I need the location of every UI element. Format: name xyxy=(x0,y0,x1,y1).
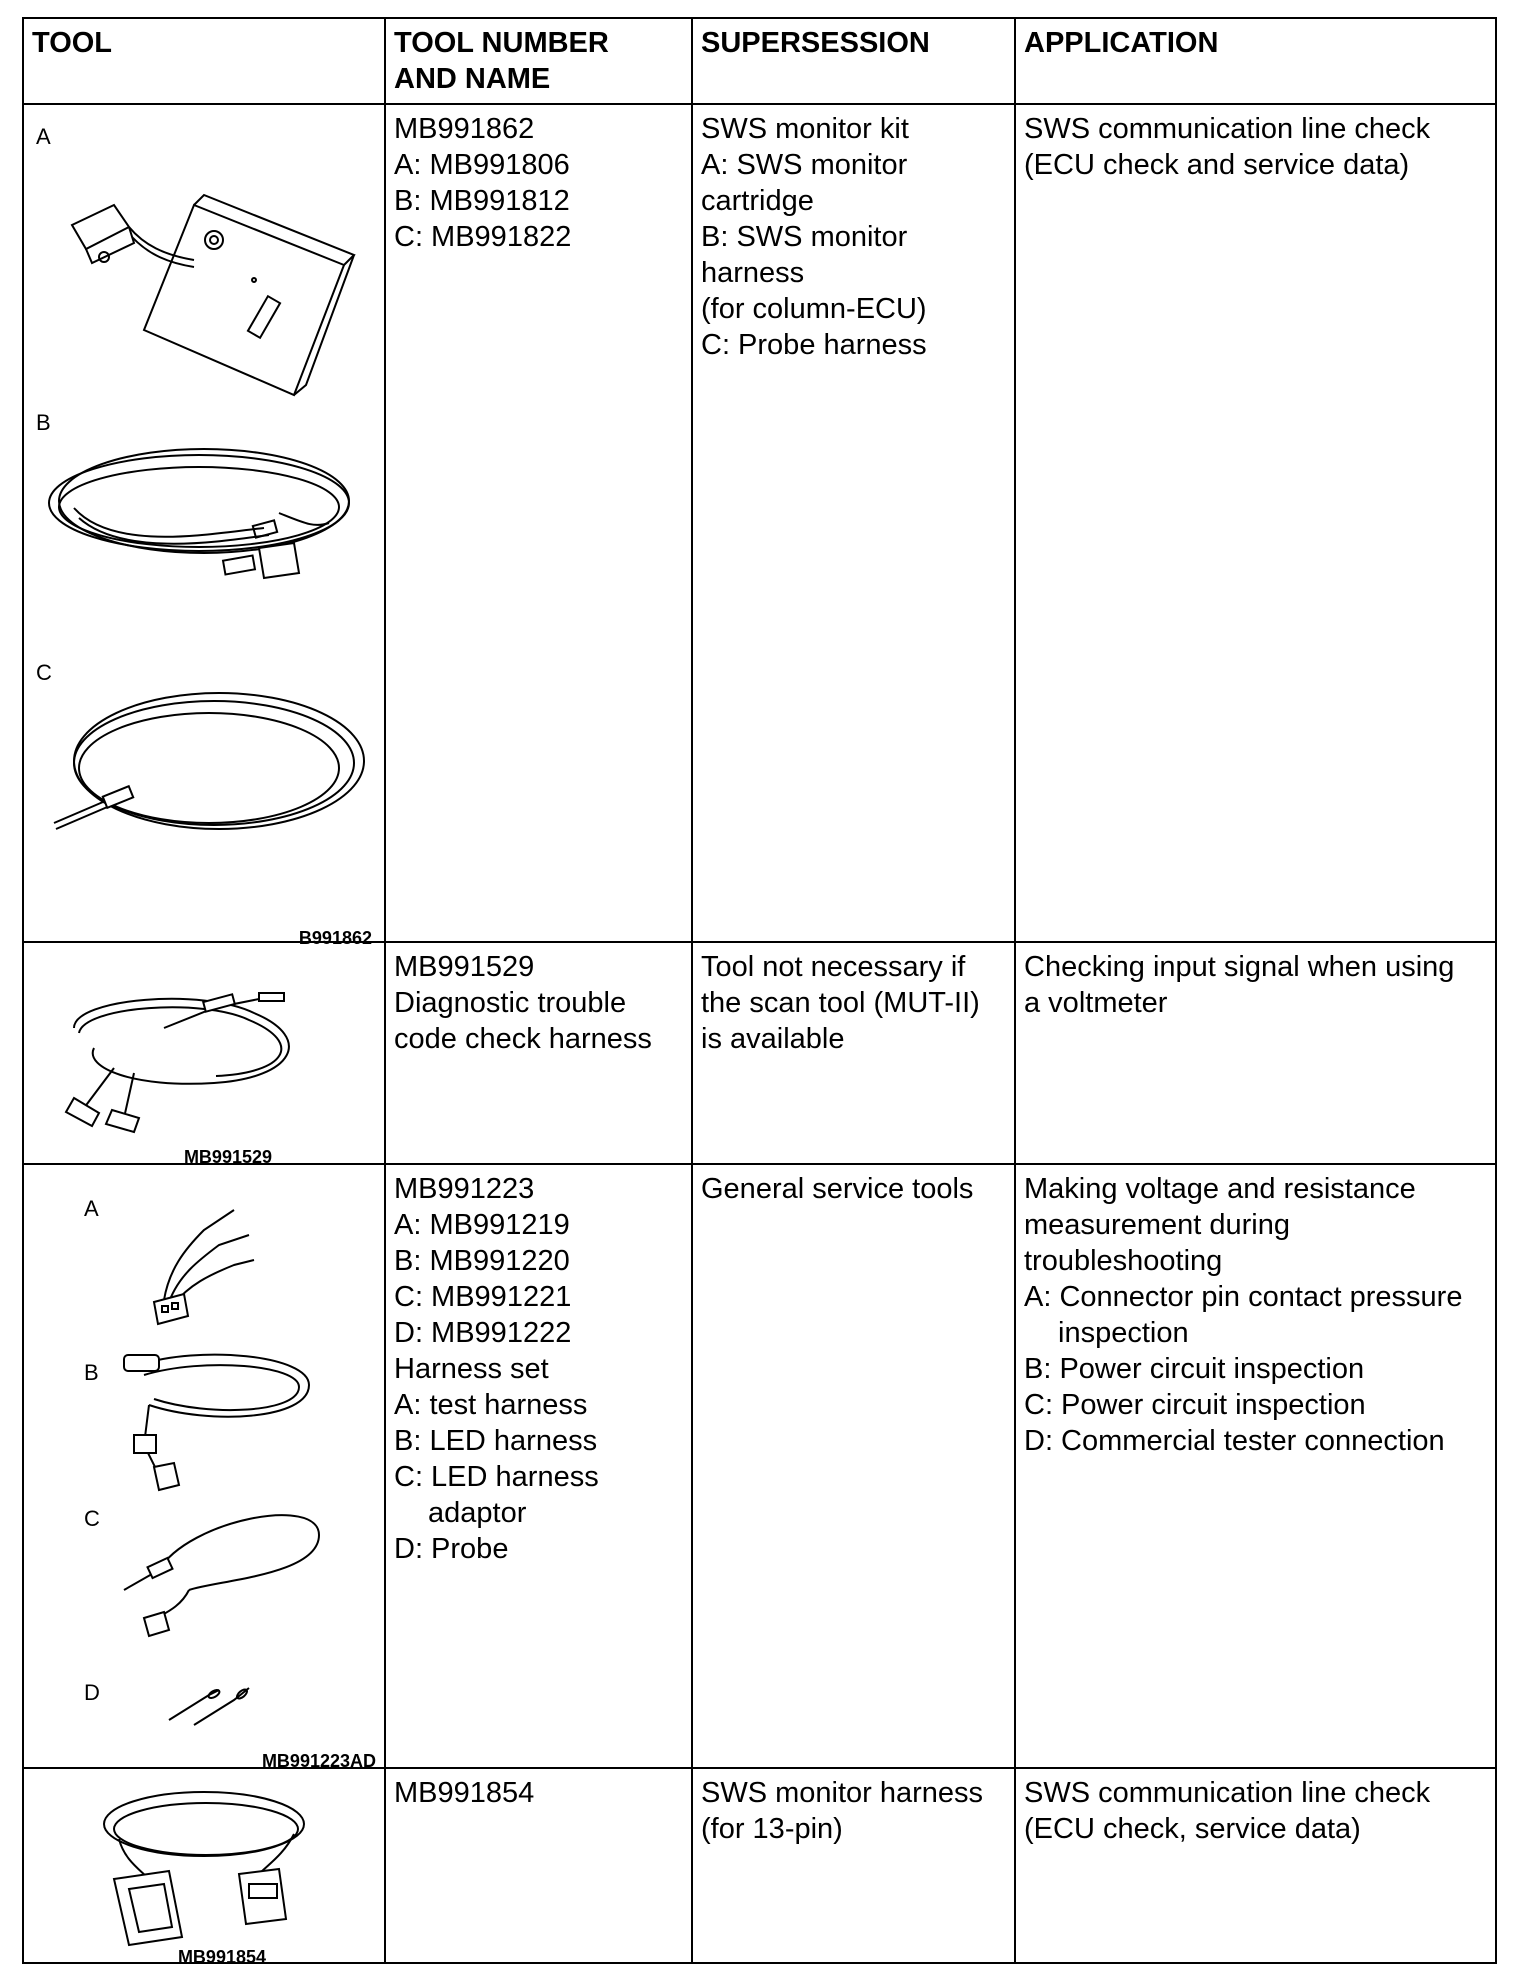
part-letter: A xyxy=(84,1196,99,1221)
cell-line: B: LED harness xyxy=(394,1425,598,1457)
header-tool: TOOL xyxy=(23,18,385,104)
cell-line: measurement during xyxy=(1024,1209,1290,1241)
cell-line: harness xyxy=(701,257,805,289)
cell-line: SWS monitor harness xyxy=(701,1777,984,1809)
cell-line: the scan tool (MUT-II) xyxy=(701,987,980,1019)
cell-line: B: Power circuit inspection xyxy=(1024,1353,1365,1385)
cell-line: Diagnostic trouble xyxy=(394,987,627,1019)
sws-monitor-harness-13pin-illustration xyxy=(94,1779,324,1949)
tool-illustration-cell xyxy=(23,1768,385,1967)
cell-line: SWS communication line check xyxy=(1024,1777,1431,1809)
cell-line: General service tools xyxy=(701,1173,974,1205)
application-cell xyxy=(1015,942,1496,1164)
cell-line: (for column-ECU) xyxy=(701,293,927,325)
cell-line: inspection xyxy=(1058,1317,1189,1349)
cell-line: Tool not necessary if xyxy=(701,951,966,983)
cell-line: MB991529 xyxy=(394,951,535,983)
supersession-cell xyxy=(692,942,1015,1164)
supersession-cell xyxy=(692,1768,1015,1963)
cell-line: MB991223 xyxy=(394,1173,535,1205)
probe-illustration xyxy=(164,1680,264,1730)
header-row xyxy=(23,18,1496,104)
cell-line: Checking input signal when using xyxy=(1024,951,1455,983)
cell-line: C: Probe harness xyxy=(701,329,927,361)
cell-line: (for 13-pin) xyxy=(701,1813,843,1845)
cell-line: A: Connector pin contact pressure xyxy=(1024,1281,1463,1313)
tool-number-cell xyxy=(385,1164,692,1768)
sws-monitor-harness-illustration xyxy=(34,423,374,623)
supersession-cell xyxy=(692,104,1015,942)
table-row xyxy=(23,1768,1496,1963)
table-row xyxy=(23,942,1496,1164)
cell-line: A: test harness xyxy=(394,1389,588,1421)
supersession-cell xyxy=(692,1164,1015,1768)
cell-line: C: MB991221 xyxy=(394,1281,572,1313)
cell-line: troubleshooting xyxy=(1024,1245,1223,1277)
cell-line: a voltmeter xyxy=(1024,987,1168,1019)
cell-line: A: MB991219 xyxy=(394,1209,570,1241)
tool-number-cell xyxy=(385,1768,692,1963)
cell-line: A: SWS monitor xyxy=(701,149,908,181)
cell-line: D: MB991222 xyxy=(394,1317,572,1349)
part-letter: B xyxy=(36,410,51,435)
cell-line: C: MB991822 xyxy=(394,221,572,253)
check-harness-illustration xyxy=(54,968,354,1138)
application-cell xyxy=(1015,104,1496,942)
led-harness-illustration xyxy=(119,1335,329,1495)
part-letter: B xyxy=(84,1360,99,1385)
cell-line: (ECU check, service data) xyxy=(1024,1813,1361,1845)
application-cell xyxy=(1015,1164,1496,1768)
sws-monitor-cartridge-illustration xyxy=(44,145,374,405)
illustration-caption: MB991223AD xyxy=(261,1751,376,1771)
tool-illustration-cell xyxy=(23,1164,385,1771)
header-application: APPLICATION xyxy=(1015,18,1496,104)
test-harness-illustration xyxy=(124,1190,274,1335)
illustration-caption: MB991529 xyxy=(183,1147,272,1167)
cell-line: D: Probe xyxy=(394,1533,509,1565)
cell-line: cartridge xyxy=(701,185,814,217)
cell-line: B: MB991812 xyxy=(394,185,570,217)
cell-line: B: SWS monitor xyxy=(701,221,908,253)
cell-line: C: LED harness xyxy=(394,1461,599,1493)
cell-line: B: MB991220 xyxy=(394,1245,570,1277)
part-letter: A xyxy=(36,124,51,149)
cell-line: C: Power circuit inspection xyxy=(1024,1389,1366,1421)
tool-number-cell xyxy=(385,942,692,1164)
header-tool-number-name: TOOL NUMBER AND NAME xyxy=(385,18,692,104)
cell-line: A: MB991806 xyxy=(394,149,570,181)
application-cell xyxy=(1015,1768,1496,1963)
cell-line: Making voltage and resistance xyxy=(1024,1173,1416,1205)
tool-number-cell xyxy=(385,104,692,942)
table-row xyxy=(23,1164,1496,1768)
cell-line: MB991854 xyxy=(394,1777,535,1809)
illustration-caption: B991862 xyxy=(298,928,372,948)
tool-illustration-cell xyxy=(23,104,385,948)
cell-line: Harness set xyxy=(394,1353,549,1385)
cell-line: (ECU check and service data) xyxy=(1024,149,1410,181)
part-letter: C xyxy=(36,660,52,685)
cell-line: D: Commercial tester connection xyxy=(1024,1425,1445,1457)
part-letter: D xyxy=(84,1680,100,1705)
illustration-caption: MB991854 xyxy=(177,1947,266,1967)
led-harness-adaptor-illustration xyxy=(119,1500,339,1660)
header-supersession: SUPERSESSION xyxy=(692,18,1015,104)
probe-harness-illustration xyxy=(34,673,374,873)
cell-line: is available xyxy=(701,1023,845,1055)
cell-line: code check harness xyxy=(394,1023,652,1055)
special-tools-table xyxy=(22,17,1497,1967)
cell-line: SWS communication line check xyxy=(1024,113,1431,145)
cell-line: SWS monitor kit xyxy=(701,113,909,145)
cell-line: adaptor xyxy=(428,1497,527,1529)
cell-line: MB991862 xyxy=(394,113,535,145)
part-letter: C xyxy=(84,1506,100,1531)
tool-illustration-cell xyxy=(23,942,385,1167)
table-row xyxy=(23,104,1496,942)
